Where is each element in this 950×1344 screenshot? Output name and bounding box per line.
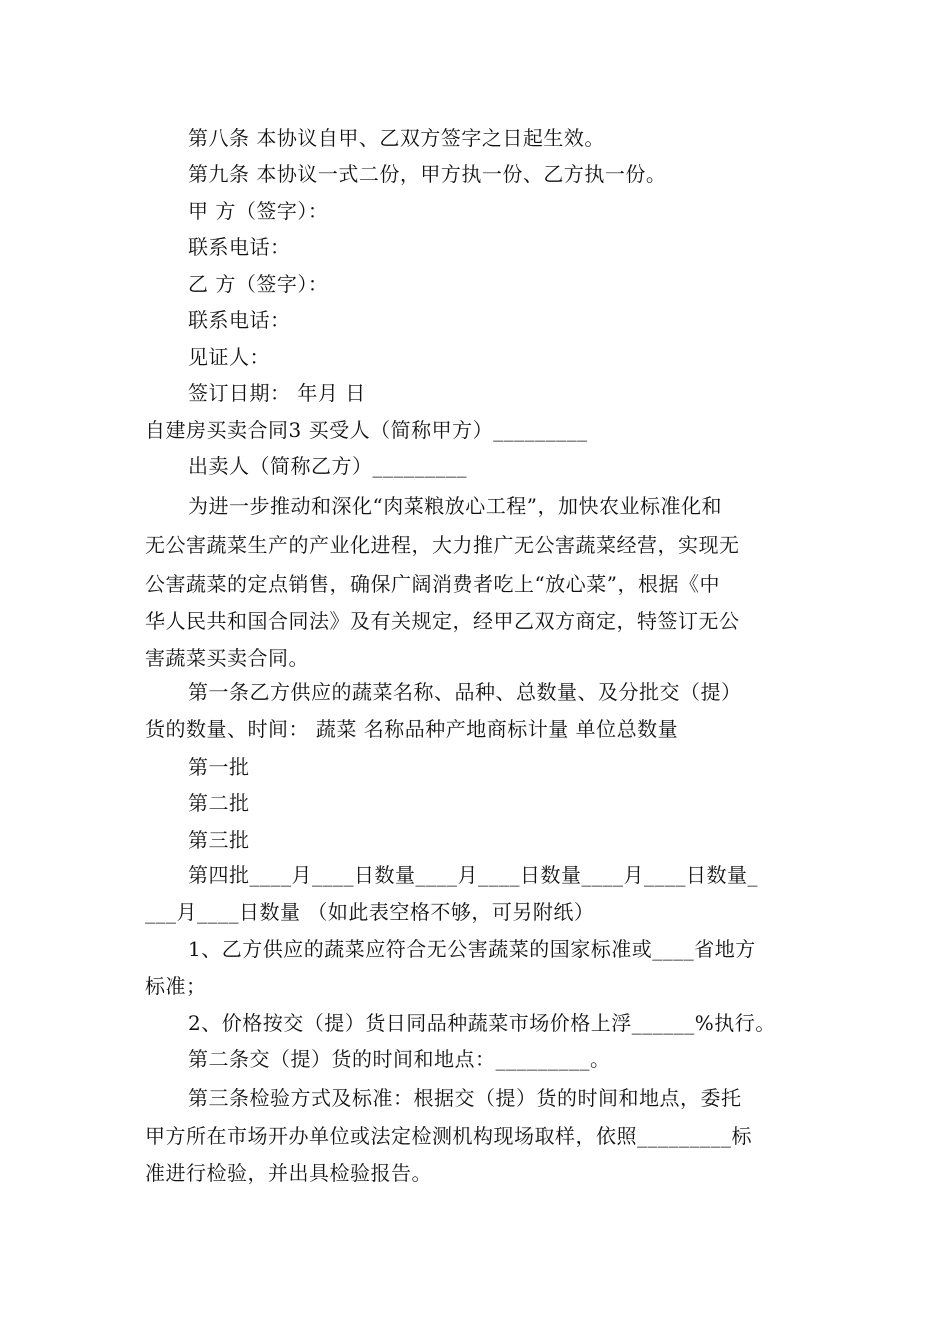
text-line: 甲 方（签字）： (188, 199, 329, 223)
text-line: 见证人： (188, 345, 270, 369)
text-line: 第三批 (188, 828, 250, 852)
text-line: 为进一步推动和深化“肉菜粮放心工程”，加快农业标准化和 (188, 494, 722, 518)
text-line: 1、乙方供应的蔬菜应符合无公害蔬菜的国家标准或____省地方 (188, 937, 756, 961)
text-line: 货的数量、时间： 蔬菜 名称品种产地商标计量 单位总数量 (145, 717, 679, 741)
text-line: 联系电话： (188, 308, 291, 332)
text-line: 第九条 本协议一式二份，甲方执一份、乙方执一份。 (188, 162, 667, 186)
text-line: 标准； (145, 974, 207, 998)
text-line: 联系电话： (188, 235, 291, 259)
text-line: 甲方所在市场开办单位或法定检测机构现场取样，依照_________标 (145, 1124, 752, 1148)
text-line: 公害蔬菜的定点销售，确保广阔消费者吃上“放心菜”，根据《中 (145, 572, 720, 596)
text-line: ___月____日数量 （如此表空格不够，可另附纸） (145, 900, 595, 924)
text-line: 第四批____月____日数量____月____日数量____月____日数量_ (188, 863, 758, 887)
text-line: 第二条交（提）货的时间和地点：_________。 (188, 1047, 611, 1071)
contract-heading-line: 自建房买卖合同3 买受人（简称甲方）_________ (145, 418, 588, 442)
text-line: 出卖人（简称乙方）_________ (188, 454, 467, 478)
text-line: 乙 方（签字）： (188, 272, 329, 296)
text-line: 第三条检验方式及标准：根据交（提）货的时间和地点，委托 (188, 1086, 742, 1110)
text-line: 准进行检验，并出具检验报告。 (145, 1161, 432, 1185)
text-line: 第一条乙方供应的蔬菜名称、品种、总数量、及分批交（提） (188, 680, 742, 704)
text-line: 害蔬菜买卖合同。 (145, 646, 309, 670)
text-line: 签订日期： 年月 日 (188, 381, 366, 405)
text-line: 无公害蔬菜生产的产业化进程，大力推广无公害蔬菜经营，实现无 (145, 533, 740, 557)
text-line: 第一批 (188, 755, 250, 779)
text-line: 第八条 本协议自甲、乙双方签字之日起生效。 (188, 126, 605, 150)
text-line: 2、价格按交（提）货日同品种蔬菜市场价格上浮______%执行。 (188, 1011, 776, 1035)
text-line: 华人民共和国合同法》及有关规定，经甲乙双方商定，特签订无公 (145, 609, 740, 633)
text-line: 第二批 (188, 791, 250, 815)
